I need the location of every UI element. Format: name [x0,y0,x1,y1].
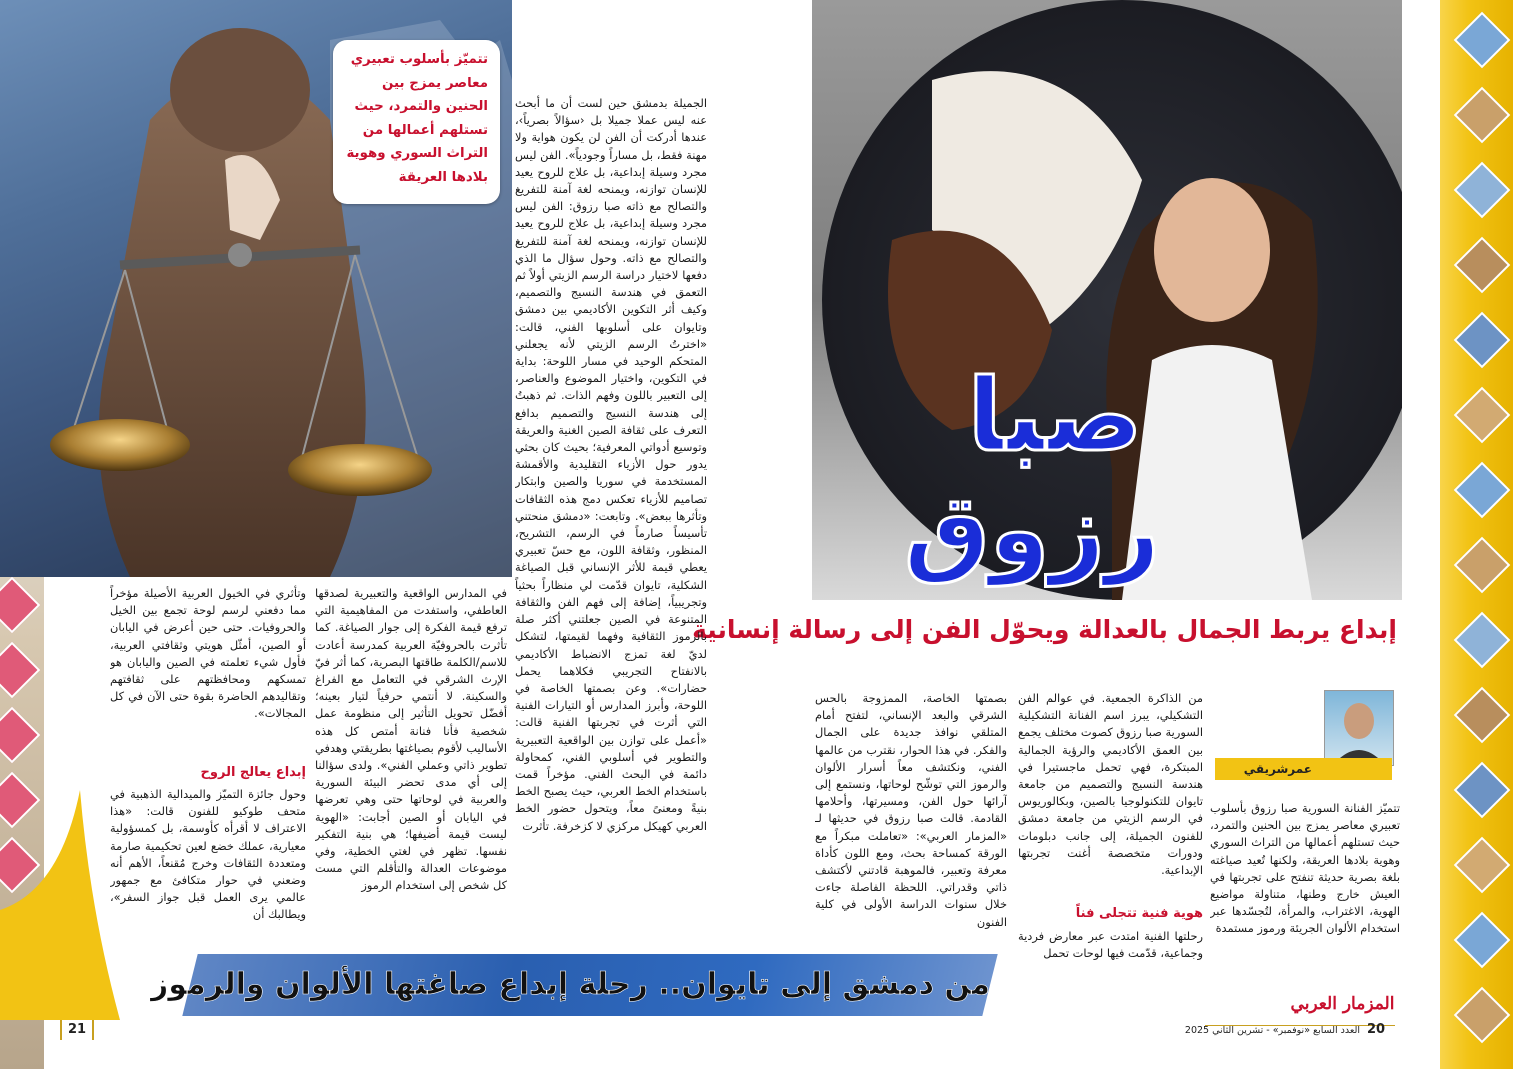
page-number-left: 21 [60,1020,94,1040]
column-left-2: في المدارس الواقعية والتعبيرية لصدقها العاطفي، واستفدت من المفاهيمية التي ترفع قيمة الفكرة إلى جوار الصياغة. كما تأثرت بالحروفيّة العربية كمدرسة أعادت للاسم/الكلمة طاقتها البصرية، كما أثر فيّ الإرث الشرقي في التعامل مع الفراغ والسكينة. لا أنتمي حرفياً لتيار بعينه؛ أفضّل تحويل التأثير إلى منظومة عمل شخصية فأنا فنانة أمتص كل هذه الأساليب لأقوم بصياغتها بطريقتي وهدفي تطوير ذاتي وعملي الفني». ولدى سؤالنا إلى أي مدى تحضر البيئة السورية والعربية في لوحاتها حتى وهي تعرضها في اليابان أو الصين أجابت: «الهوية ليست قيمة أضيفها؛ هي بنية التفكير نفسها. تظهر في لغتي الخطية، وفي موضوعات العدالة والتأقلم التي مست كل شخص إلى استخدام الرموز [315,586,507,893]
author-name-bar [1215,758,1392,780]
artist-name-line1: صبا [967,357,1143,474]
column-left-1: الجميلة بدمشق حين لست أن ما أبحث عنه ليس عملا جميلا بل ‹سؤالاً بصرياً›، عندها أدركت أن الفن لن يكون هواية ولا مهنة فقط، بل مساراً وجودياً». الفن ليس مجرد وسيلة إبداعية، بل علاج للروح يعيد للإنسان توازنه، ويمنحه لغة آمنة للتفريغ والتصالح مع ذاته صبا رزوق: الفن ليس مجرد وسيلة إبداعية، بل علاج للروح يعيد للإنسان توازنه، ويمنحه لغة آمنة للتفريغ والتصالح مع ذاته. وحول سؤال ما الذي دفعها لاختيار دراسة الرسم الزيتي أولاً ثم التعمق في هندسة النسيج والتصميم، وكيف أثر التكوين الأكاديمي بين دمشق وتايوان على أسلوبها الفني، قالت: «اخترتُ الرسم الزيتي لأنه يجعلني المتحكم الوحيد في مسار اللوحة: بداية في التكوين، واختيار الموضوع والعناصر، إلى التعبير باللون وفهم الذات. ثم ذهبتُ إلى هندسة النسيج والتصميم بدافع التعرف على ثقافة الصين الغنية والعريقة وتوسيع أدواتي المعرفية؛ بحيث كان بحثي يدور حول الأزياء التقليدية والأقمشة المستخدمة في سوريا والصين وابتكار تصاميم للأزياء تعكس دمج هذه الثقافات وتأثرها ببعض». وتابعت: «دمشق منحتني تأسيساً صارماً في الرسم، التشريح، المنظور، وثقافة اللون، مع حسّ تعبيري يعطي قيمة للأثر الإنساني قبل الصياغة الشكلية، تايوان قدّمت لي منظاراً بحثياً وتجريبياً، إضافة إلى فهم الفن والثقافة المتنوعة في الصين جعلتني أكثر صلة بالرموز الثقافية وفهما لقيمتها، لتشكل لديّ لغة تمزج الانضباط الأكاديمي بالانفتاح التجريبي فكلاهما يحمل حضارات». وعن بصمتها الخاصة في اللوحة، وأبرز المدارس أو التيارات الفنية التي أثرت في تجربتها الفنية قالت: «أعمل على توازن بين الواقعية التعبيرية والتطوير في أسلوبي الفني، كمحاولة دائمة في البحث الفني. مؤخراً قمت باستخدام الخط العربي، حيث يصبح الخط بنيةً ومعنىً معاً، ويتحول حضور الخط العربي كهيكل مركزي لا كزخرفة. تأثرت [515,96,707,833]
bottom-banner-text: من دمشق إلى تايوان.. رحلة إبداع صاغتها الألوان والرموز [151,967,990,1002]
gold-corner-decoration [0,790,120,1020]
author-name: عمرشريقي [1243,762,1312,776]
subheading-artistic-identity: هوية فنية تتجلى فناً [1075,906,1203,921]
column-left-3-top: وتأثري في الخيول العربية الأصيلة مؤخراً مما دفعني لرسم لوحة تجمع بين الخيل والحروفيات. حتى حين أعرض في اليابان أو الصين، أمثّل هويتي وثقافتي العربية، فأول شيء تعلمته في الصين واليابان هو تمسكهم ومحافظتهم على ثقافتهم وتقاليدهم الحاضرة بقوة حتى الآن في كل المجالات». [110,586,306,721]
column-left-3-bottom: وحول جائزة التميّز والميدالية الذهبية في متحف طوكيو للفنون قالت: «هذا الاعتراف لا أقرأه كأوسمة، بل كمسؤولية معيارية، عملك خضع لعين تحكيمية صارمة ومتعددة الثقافات وخرج مُقنعاً، الأهم أنه وضعني في حوار متكافئ مع جمهور عالمي يرى العمل قبل جواز السفر»، ويطالبك أن [110,787,306,922]
column-right-2-bottom: رحلتها الفنية امتدت عبر معارض فردية وجماعية، قدّمت فيها لوحات تحمل [1018,929,1203,961]
article-subtitle: إبداع يربط الجمال بالعدالة ويحوّل الفن إلى رسالة إنسانية [692,615,1397,644]
magazine-logo: المزمار العربي [1290,994,1395,1014]
column-right-3: بصمتها الخاصة، الممزوجة بالحس الشرقي والبعد الإنساني، لتفتح أمام المتلقي نوافذ جديدة على الجمال والفكر. في هذا الحوار، نقترب من عالمها الفني، ونكتشف معاً أسرار الألوان والرموز التي توشّح لوحاتها، ونستمع إلى آرائها حول الفن، ومسيرتها، وأحلامها القادمة. قالت صبا رزوق في حديثها لـ «المزمار العربي»: «تعاملت مبكراً مع الورقة كمساحة بحث، ومع اللون كأداة معرفة وتعبير، فالموهبة قادتني لأكتشف ذاتي وقدراتي. اللحظة الفاصلة جاءت خلال سنوات الدراسة الأولى في كلية الفنون [815,691,1007,929]
column-right-1: تتميّز الفنانة السورية صبا رزوق بأسلوب تعبيري معاصر يمزج بين الحنين والتمرد، حيث تستلهم أعمالها من التراث السوري وهوية بلادها العريقة، ولكنها تُعيد صياغته بلغة بصرية حديثة تنفتح على تجربتها في العيش خارج وطنها، متناولة مواضيع الهوية، الاغتراب، والمرأة، لتُجسّدها عبر استخدام الألوان الجريئة ورموز مستمدة [1210,801,1400,936]
column-right-2-top: من الذاكرة الجمعية. في عوالم الفن التشكيلي، يبرز اسم الفنانة التشكيلية السورية صبا رزوق كصوت مختلف يجمع بين العمق الأكاديمي والرؤية الجمالية المبتكرة، فهي تحمل ماجستيرا في هندسة النسيج والتصميم من جامعة تايوان للتكنولوجيا بالصين، وبكالوريوس في الرسم الزيتي من جامعة دمشق للفنون الجميلة، إلى جانب دبلومات ودورات متخصصة أغنت تجربتها الإبداعية. [1018,691,1203,878]
pullquote-text: تتميّز بأسلوب تعبيري معاصر يمزج بين الحنين والتمرد، حيث تستلهم أعمالها من التراث السوري وهوية بلادها العريقة [346,52,488,185]
right-diamond-column [1448,0,1513,1069]
artist-name-line2: رزوق [903,474,1160,586]
subheading-healing-creativity: إبداع يعالج الروح [200,765,306,780]
page-number-right: 20 [1366,1022,1386,1037]
issue-info: العدد السابع «نوفمبر» - تشرين الثاني 2025 [1184,1025,1360,1036]
pullquote-box [333,40,500,204]
author-photo [1324,690,1394,766]
